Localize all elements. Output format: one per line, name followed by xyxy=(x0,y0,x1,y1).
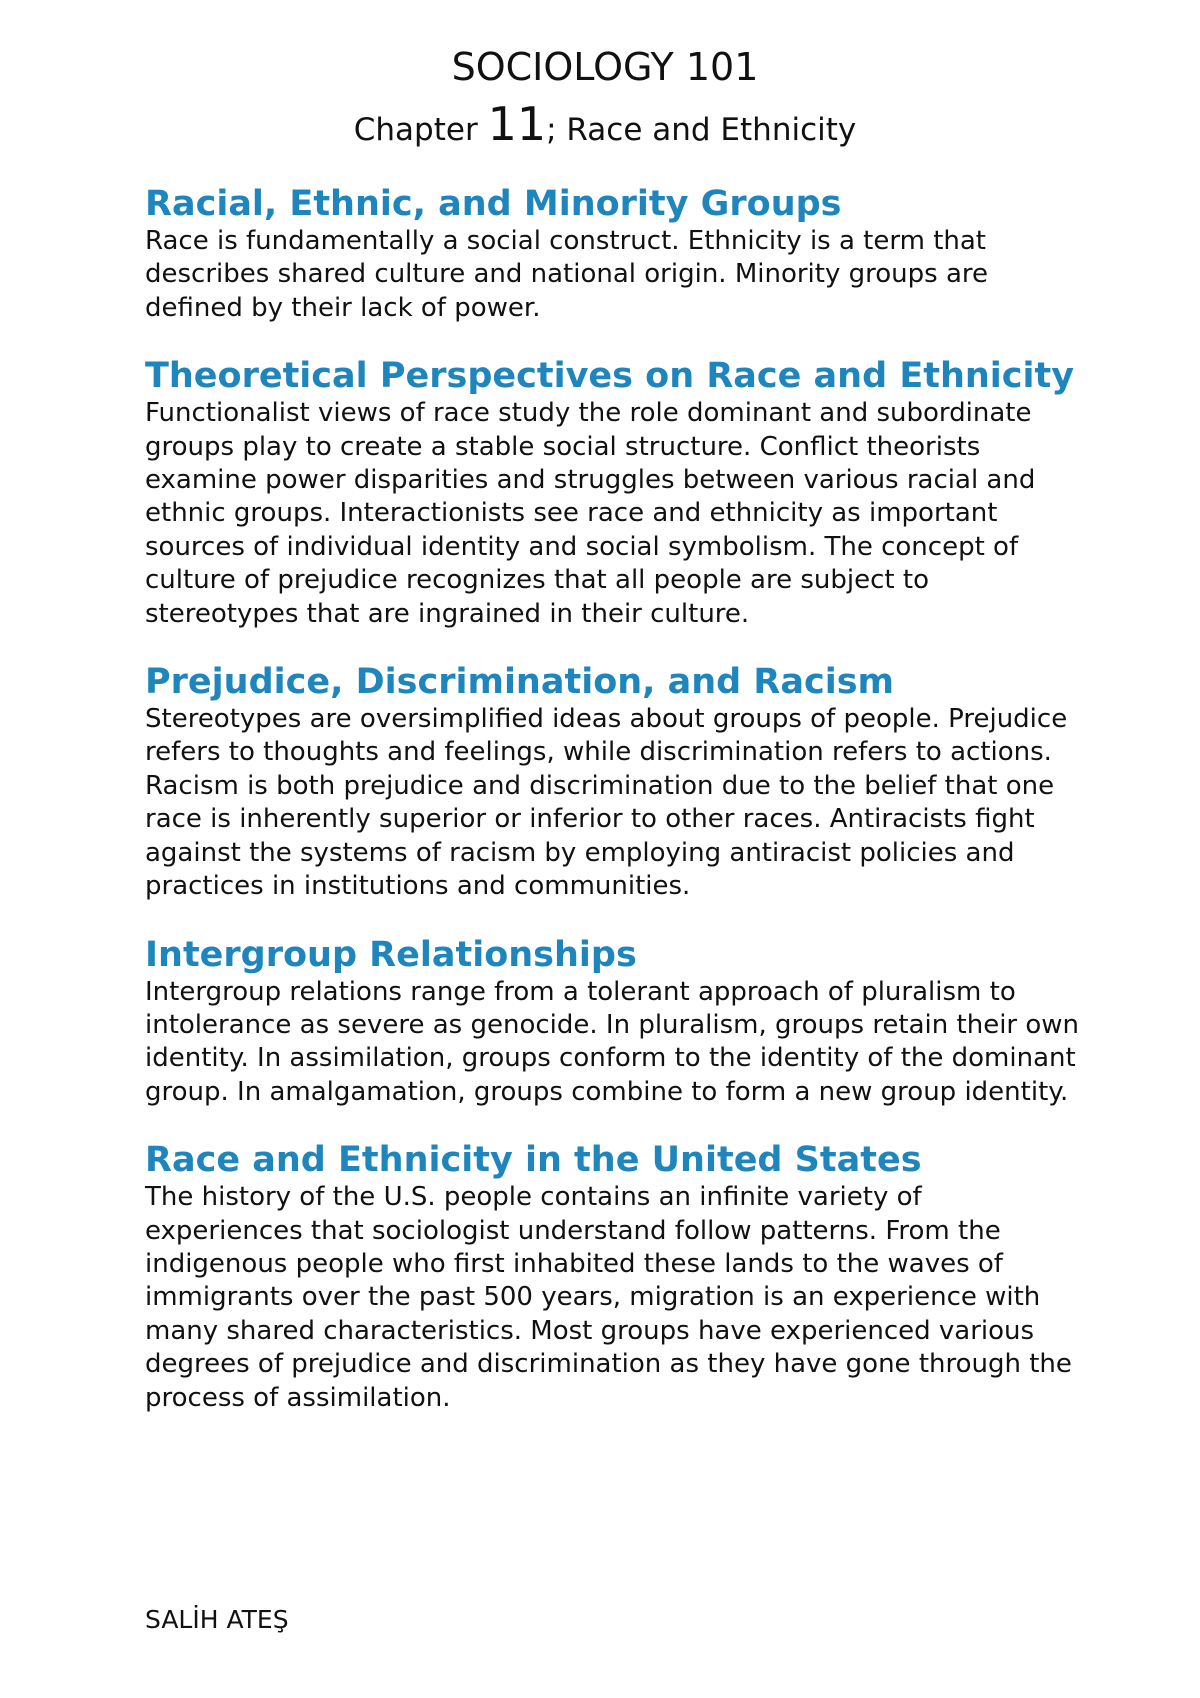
section-body: Stereotypes are oversimplified ideas about groups of people. Prejudice refers to thoughts and feelings, while discrimination refers to actions. Racism is both prejudice and discrimination due to the belief that one race is inherently superior or inferior to other races. Antiracists fight against the systems of racism by employing antiracist policies and practices in institutions and communities. xyxy=(145,704,1068,902)
course-title: SOCIOLOGY 101 xyxy=(451,45,759,89)
section-body: Intergroup relations range from a tolerant approach of pluralism to intolerance as severe as genocide. In pluralism, groups retain their own identity. In assimilation, groups conform to the identity of the dominant group. In amalgamation, groups combine to form a new group identity. xyxy=(145,976,1080,1107)
section-body: Race is fundamentally a social construct. Ethnicity is a term that describes shared culture and national origin. Minority groups are defined by their lack of power. xyxy=(145,226,988,323)
section-heading: Intergroup Relationships xyxy=(145,934,637,975)
section-body: The history of the U.S. people contains an infinite variety of experiences that sociologist understand follow patterns. From the indigenous people who first inhabited these lands to the waves of immigrants over the past 500 years, migration is an experience with many shared characteristics. Most groups have experienced various degrees of prejudice and discrimination as they have gone through the process of assimilation. xyxy=(145,1182,1072,1413)
section-heading: Racial, Ethnic, and Minority Groups xyxy=(145,184,842,224)
sections-container xyxy=(145,183,1080,1445)
chapter-prefix: Chapter xyxy=(353,112,478,148)
section-prejudice-discrimination-racism xyxy=(145,661,1080,903)
chapter-line xyxy=(145,96,1065,158)
chapter-title: ; Race and Ethnicity xyxy=(546,112,857,148)
section-race-ethnicity-us xyxy=(145,1139,1080,1415)
section-heading: Theoretical Perspectives on Race and Ethnicity xyxy=(145,356,1075,397)
section-heading: Prejudice, Discrimination, and Racism xyxy=(145,662,895,703)
section-theoretical-perspectives xyxy=(145,355,1080,631)
section-intergroup-relationships xyxy=(145,934,1080,1110)
section-racial-ethnic-minority-groups xyxy=(145,183,1080,325)
chapter-number: 11 xyxy=(487,97,547,151)
section-heading: Race and Ethnicity in the United States xyxy=(145,1140,922,1181)
author-name: SALİH ATEŞ xyxy=(145,1605,289,1634)
section-body: Functionalist views of race study the role dominant and subordinate groups play to create a stable social structure. Conflict theorists examine power disparities and struggles between various racial and ethnic groups. Interactionists see race and ethnicity as important sources of individual identity and social symbolism. The concept of culture of prejudice recognizes that all people are subject to stereotypes that are ingrained in their culture. xyxy=(145,398,1036,629)
